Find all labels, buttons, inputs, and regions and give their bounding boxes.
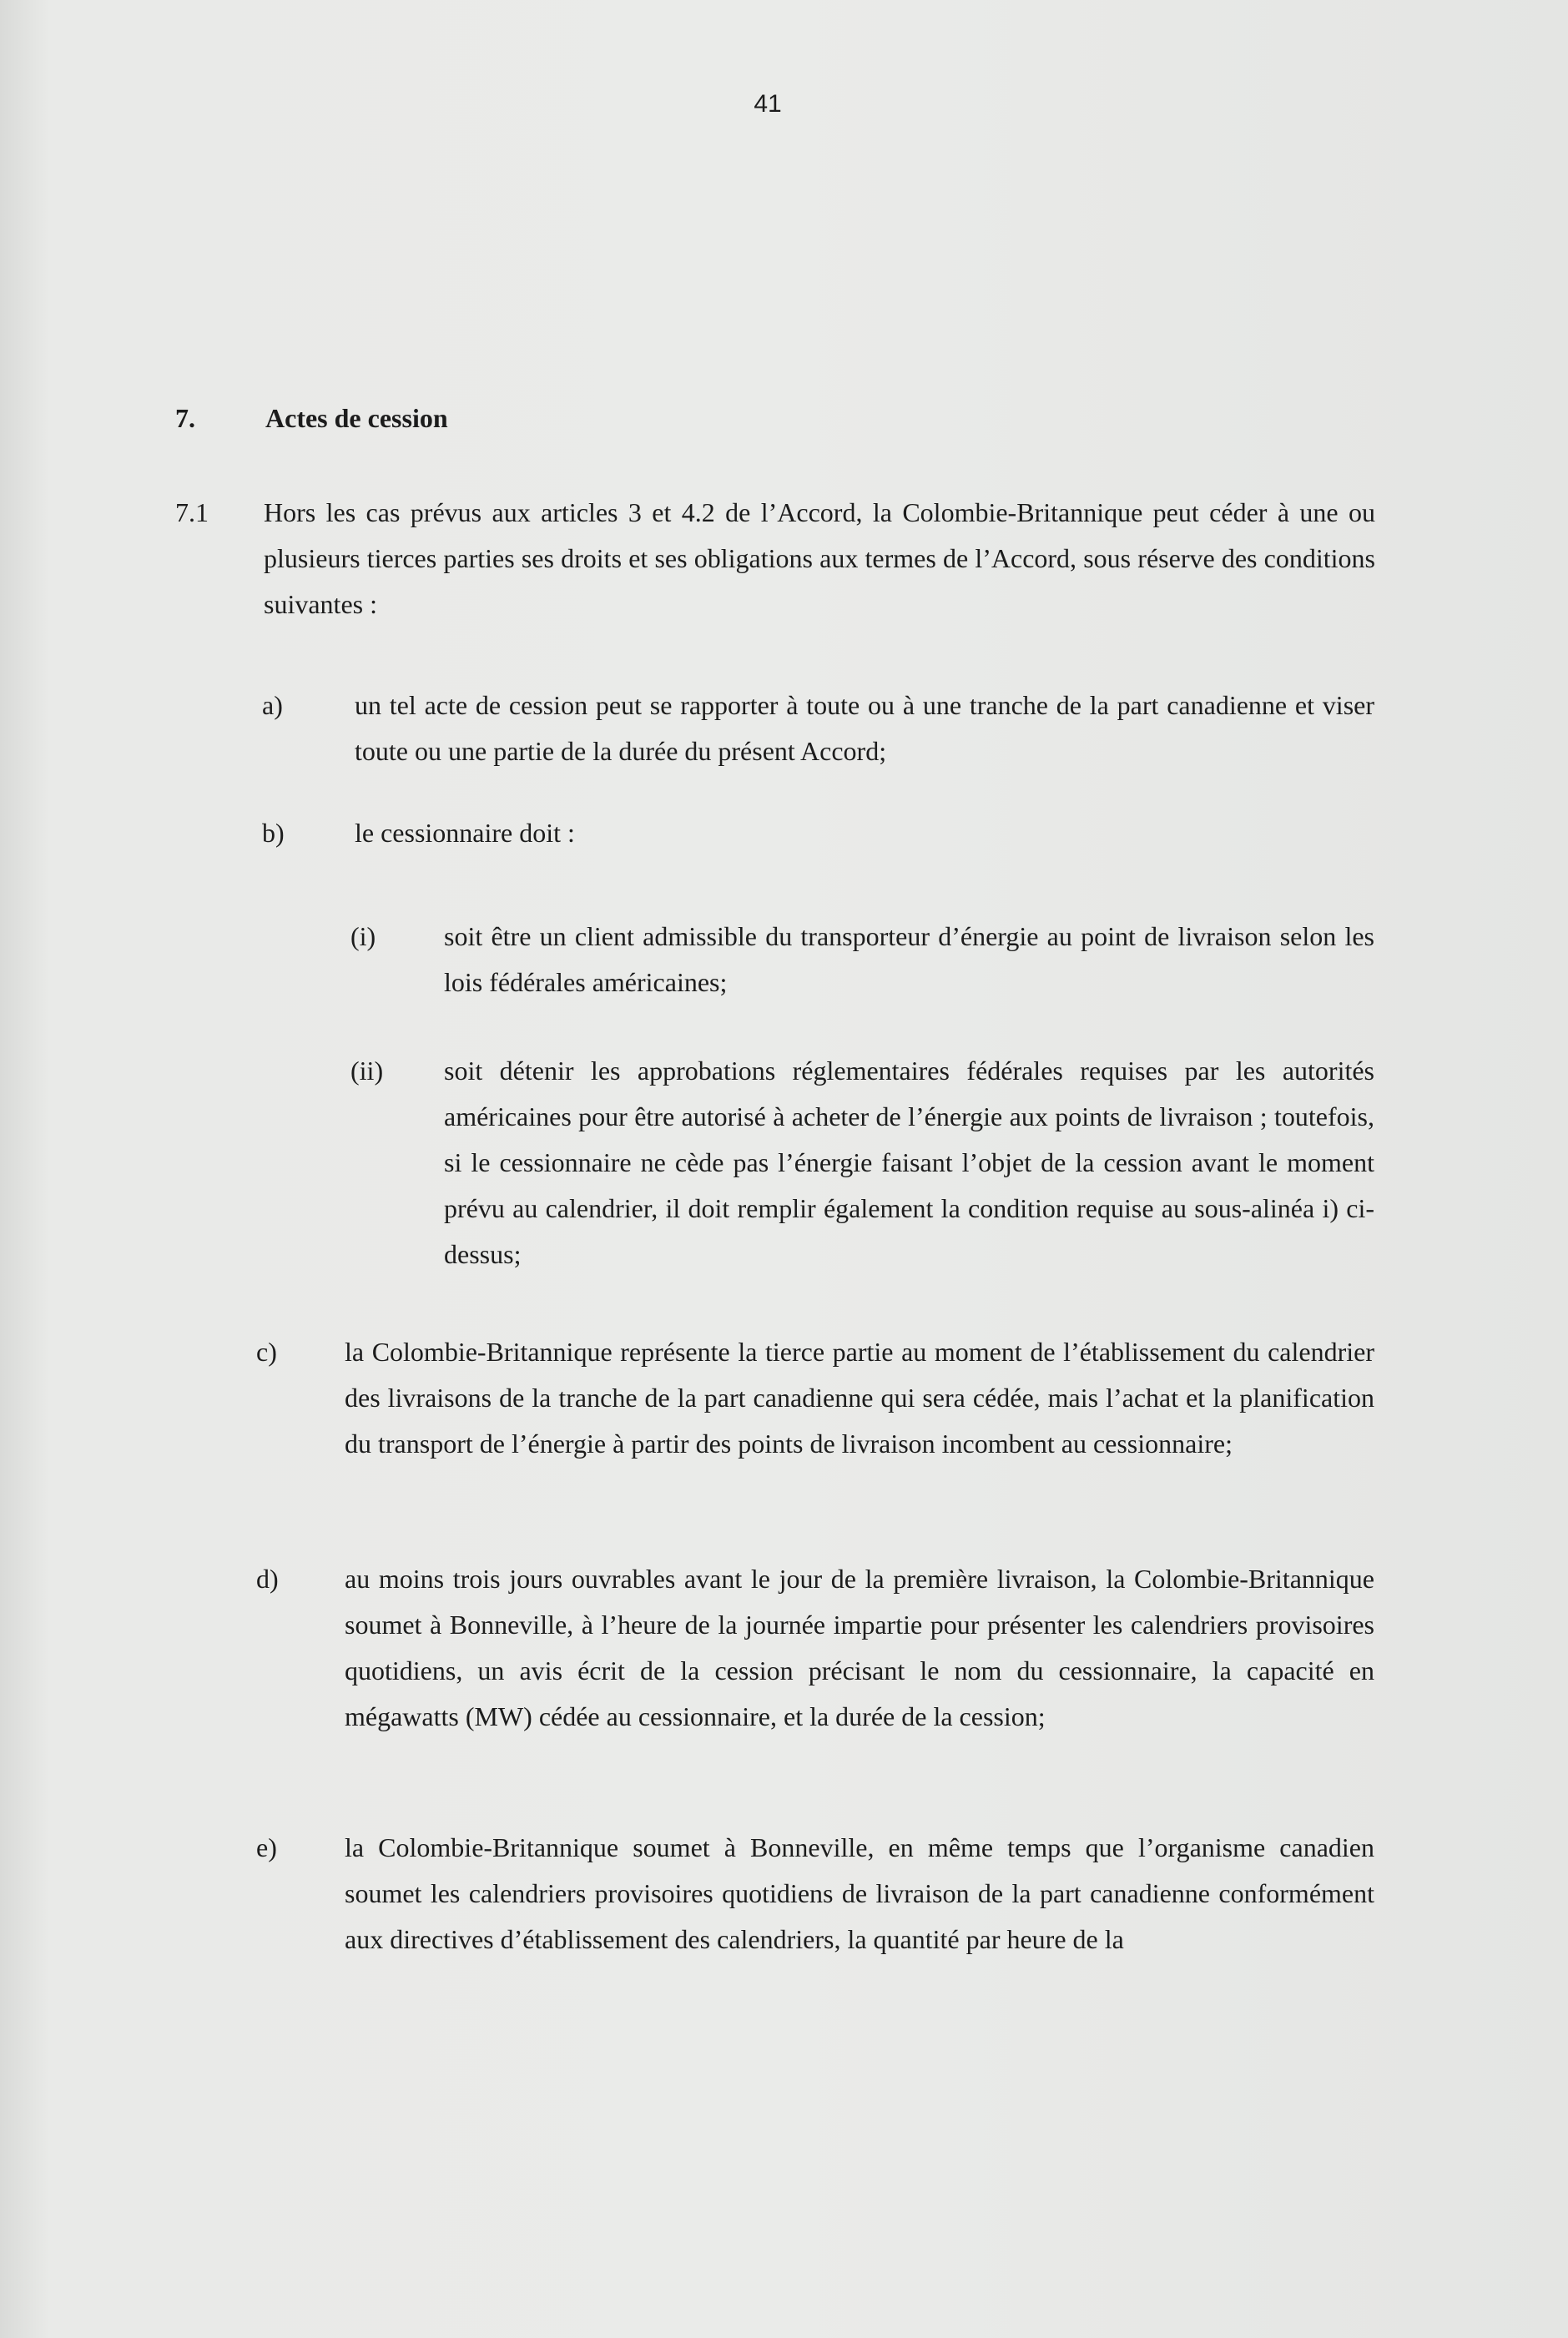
section-title: Actes de cession — [265, 403, 448, 433]
item-a-text: un tel acte de cession peut se rapporter à toute ou à une tranche de la part canadienne et viser toute ou une partie de la durée du présent Accord; — [355, 690, 1374, 766]
page-number: 41 — [754, 90, 782, 118]
item-c-text: la Colombie-Britannique représente la tierce partie au moment de l’établissement du calendrier des livraisons de la tranche de la part canadienne qui sera cédée, mais l’achat et la planification du transport de l’énergie à partir des points de livraison incombent au cessionnaire; — [345, 1337, 1374, 1459]
item-b-text: le cessionnaire doit : — [355, 818, 575, 848]
item-d-text: au moins trois jours ouvrables avant le jour de la première livraison, la Colombie-Britannique soumet à Bonneville, à l’heure de la journée impartie pour présenter les calendriers provisoires quotidiens, un avis écrit de la cession précisant le nom du cessionnaire, la capacité en mégawatts (MW) cédée au cessionnaire, et la durée de la cession; — [345, 1564, 1374, 1731]
clause-text: Hors les cas prévus aux articles 3 et 4.2 de l’Accord, la Colombie-Britannique peut céder à une ou plusieurs tierces parties ses droits et ses obligations aux termes de l’Accord, sous réserve des conditions suivantes : — [264, 497, 1375, 619]
section-number: 7. — [175, 403, 195, 433]
item-b-i-text: soit être un client admissible du transporteur d’énergie au point de livraison selon les lois fédérales américaines; — [444, 921, 1374, 997]
item-b-ii-label: (ii) — [350, 1056, 384, 1086]
item-e-text: la Colombie-Britannique soumet à Bonneville, en même temps que l’organisme canadien soumet les calendriers provisoires quotidiens de livraison de la part canadienne conformément aux directives d’établissement des calendriers, la quantité par heure de la — [345, 1832, 1374, 1954]
item-c-label: c) — [256, 1337, 277, 1367]
clause-number: 7.1 — [175, 497, 209, 527]
item-e-label: e) — [256, 1832, 277, 1862]
item-a-label: a) — [262, 690, 283, 720]
item-b-i-label: (i) — [350, 921, 376, 951]
item-b-ii-text: soit détenir les approbations réglementaires fédérales requises par les autorités américaines pour être autorisé à acheter de l’énergie aux points de livraison ; toutefois, si le cessionnaire ne cède pas l’énergie faisant l’objet de la cession avant le moment prévu au calendrier, il doit remplir également la condition requise au sous-alinéa i) ci-dessus; — [444, 1056, 1374, 1269]
item-d-label: d) — [256, 1564, 279, 1594]
item-b-label: b) — [262, 818, 285, 848]
